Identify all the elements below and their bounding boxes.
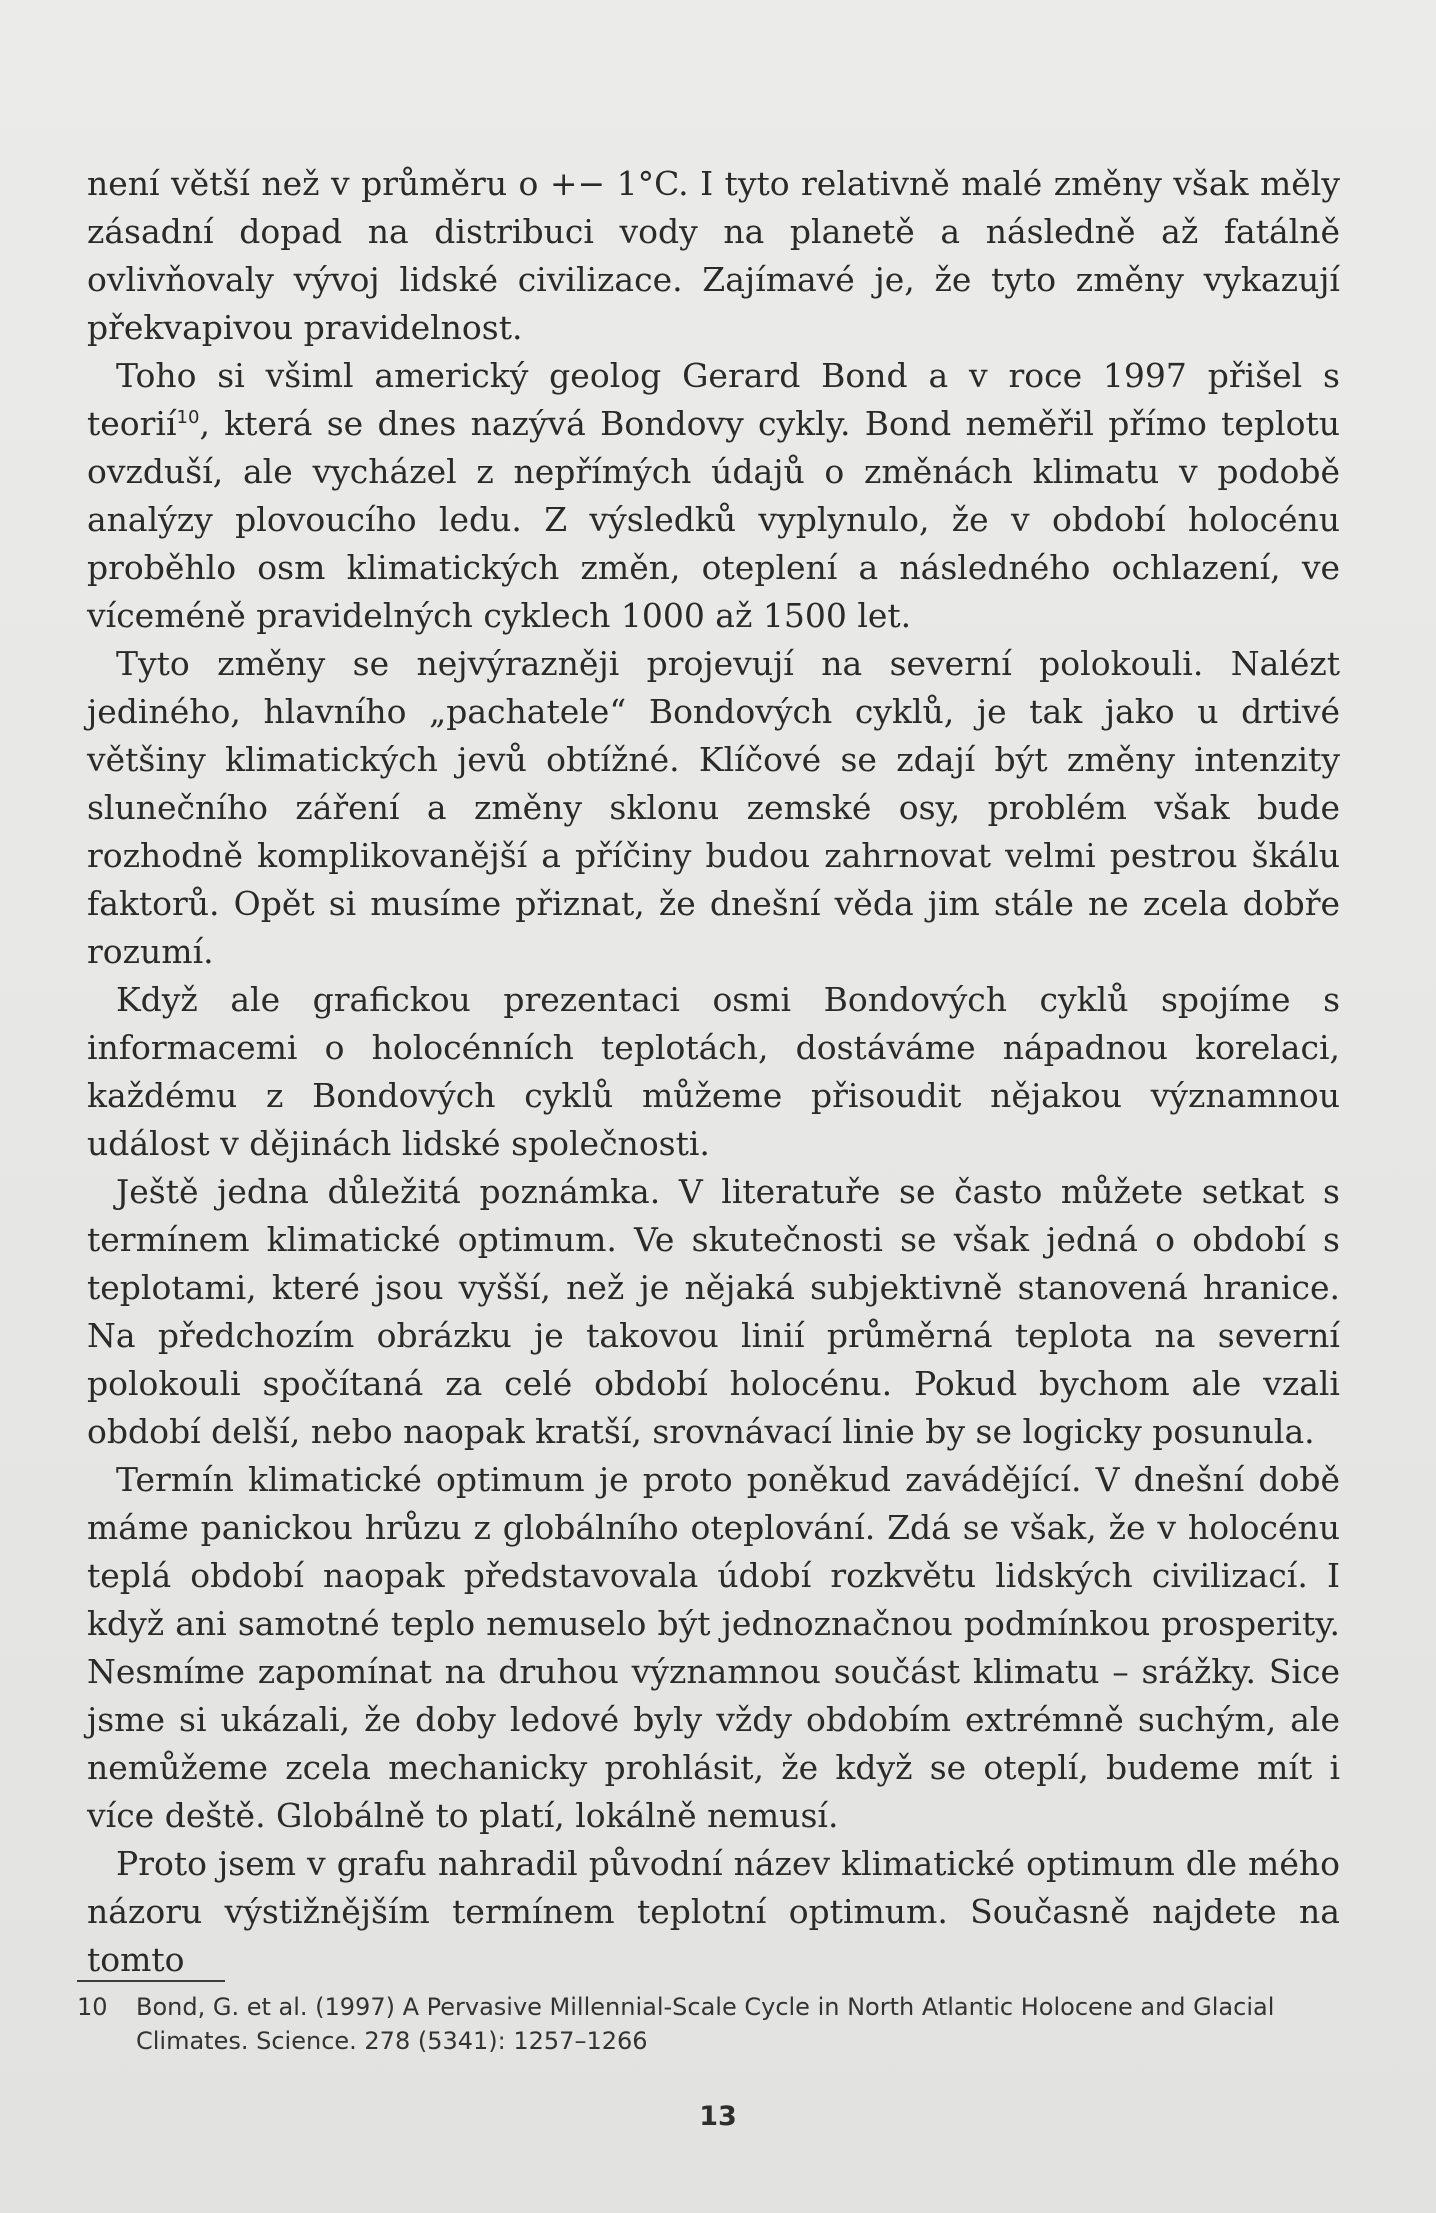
paragraph-1: není větší než v průměru o +− 1°C. I tyto relativně malé změny však měly zásadní dopad na distribuci vody na planetě a následně až fatálně ovlivňovaly vývoj lidské civilizace. Zajímavé je, že tyto změny vykazují překvapivou pravidelnost. — [87, 164, 1340, 347]
paragraph-4: Když ale grafickou prezentaci osmi Bondových cyklů spojíme s informacemi o holocénních teplotách, dostáváme nápadnou korelaci, každému z Bondových cyklů můžeme přisoudit nějakou významnou událost v dějinách lidské společnosti. — [87, 980, 1340, 1163]
footnote-divider — [77, 1980, 225, 1982]
footnote-reference: 10 — [176, 407, 200, 428]
paragraph-2-text-before: Toho si všiml americký geolog Gerard Bond a v roce 1997 přišel s teorií — [87, 356, 1340, 443]
paragraph-7: Proto jsem v grafu nahradil původní název klimatické optimum dle mého názoru výstižnějším termínem teplotní optimum. Současně najdete na tomto — [87, 1844, 1340, 1979]
paragraph-3: Tyto změny se nejvýrazněji projevují na severní polokouli. Nalézt jediného, hlavního „pachatele“ Bondových cyklů, je tak jako u drtivé většiny klimatických jevů obtížné. Klíčové se zdají být změny intenzity slunečního záření a změny sklonu zemské osy, problém však bude rozhodně komplikovanější a příčiny budou zahrnovat velmi pestrou škálu faktorů. Opět si musíme přiznat, že dnešní věda jim stále ne zcela dobře rozumí. — [87, 644, 1340, 971]
footnote-number: 10 — [77, 1993, 108, 2021]
page-number: 13 — [699, 2101, 737, 2132]
body-text — [87, 160, 1340, 1984]
paragraph-5: Ještě jedna důležitá poznámka. V literatuře se často můžete setkat s termínem klimatické optimum. Ve skutečnosti se však jedná o období s teplotami, které jsou vyšší, než je nějaká subjektivně stanovená hranice. Na předchozím obrázku je takovou linií průměrná teplota na severní polokouli spočítaná za celé období holocénu. Pokud bychom ale vzali období delší, nebo naopak kratší, srovnávací linie by se logicky posunula. — [87, 1172, 1340, 1451]
paragraph-2-text-after: , která se dnes nazývá Bondovy cykly. Bond neměřil přímo teplotu ovzduší, ale vycházel z nepřímých údajů o změnách klimatu v podobě analýzy plovoucího ledu. Z výsledků vyplynulo, že v období holocénu proběhlo osm klimatických změn, oteplení a následného ochlazení, ve víceméně pravidelných cyklech 1000 až 1500 let. — [87, 404, 1340, 635]
footnote-text: Bond, G. et al. (1997) A Pervasive Millennial-Scale Cycle in North Atlantic Holocene and Glacial Climates. Science. 278 (5341): 1257–1266 — [136, 1993, 1275, 2055]
paragraph-2 — [87, 352, 1340, 640]
paragraph-6: Termín klimatické optimum je proto poněkud zavádějící. V dnešní době máme panickou hrůzu z globálního oteplování. Zdá se však, že v holocénu teplá období naopak představovala údobí rozkvětu lidských civilizací. I když ani samotné teplo nemuselo být jednoznačnou podmínkou prosperity. Nesmíme zapomínat na druhou významnou součást klimatu – srážky. Sice jsme si ukázali, že doby ledové byly vždy obdobím extrémně suchým, ale nemůžeme zcela mechanicky prohlásit, že když se oteplí, budeme mít i více deště. Globálně to platí, lokálně nemusí. — [87, 1460, 1340, 1835]
footnote — [77, 1990, 1342, 2058]
